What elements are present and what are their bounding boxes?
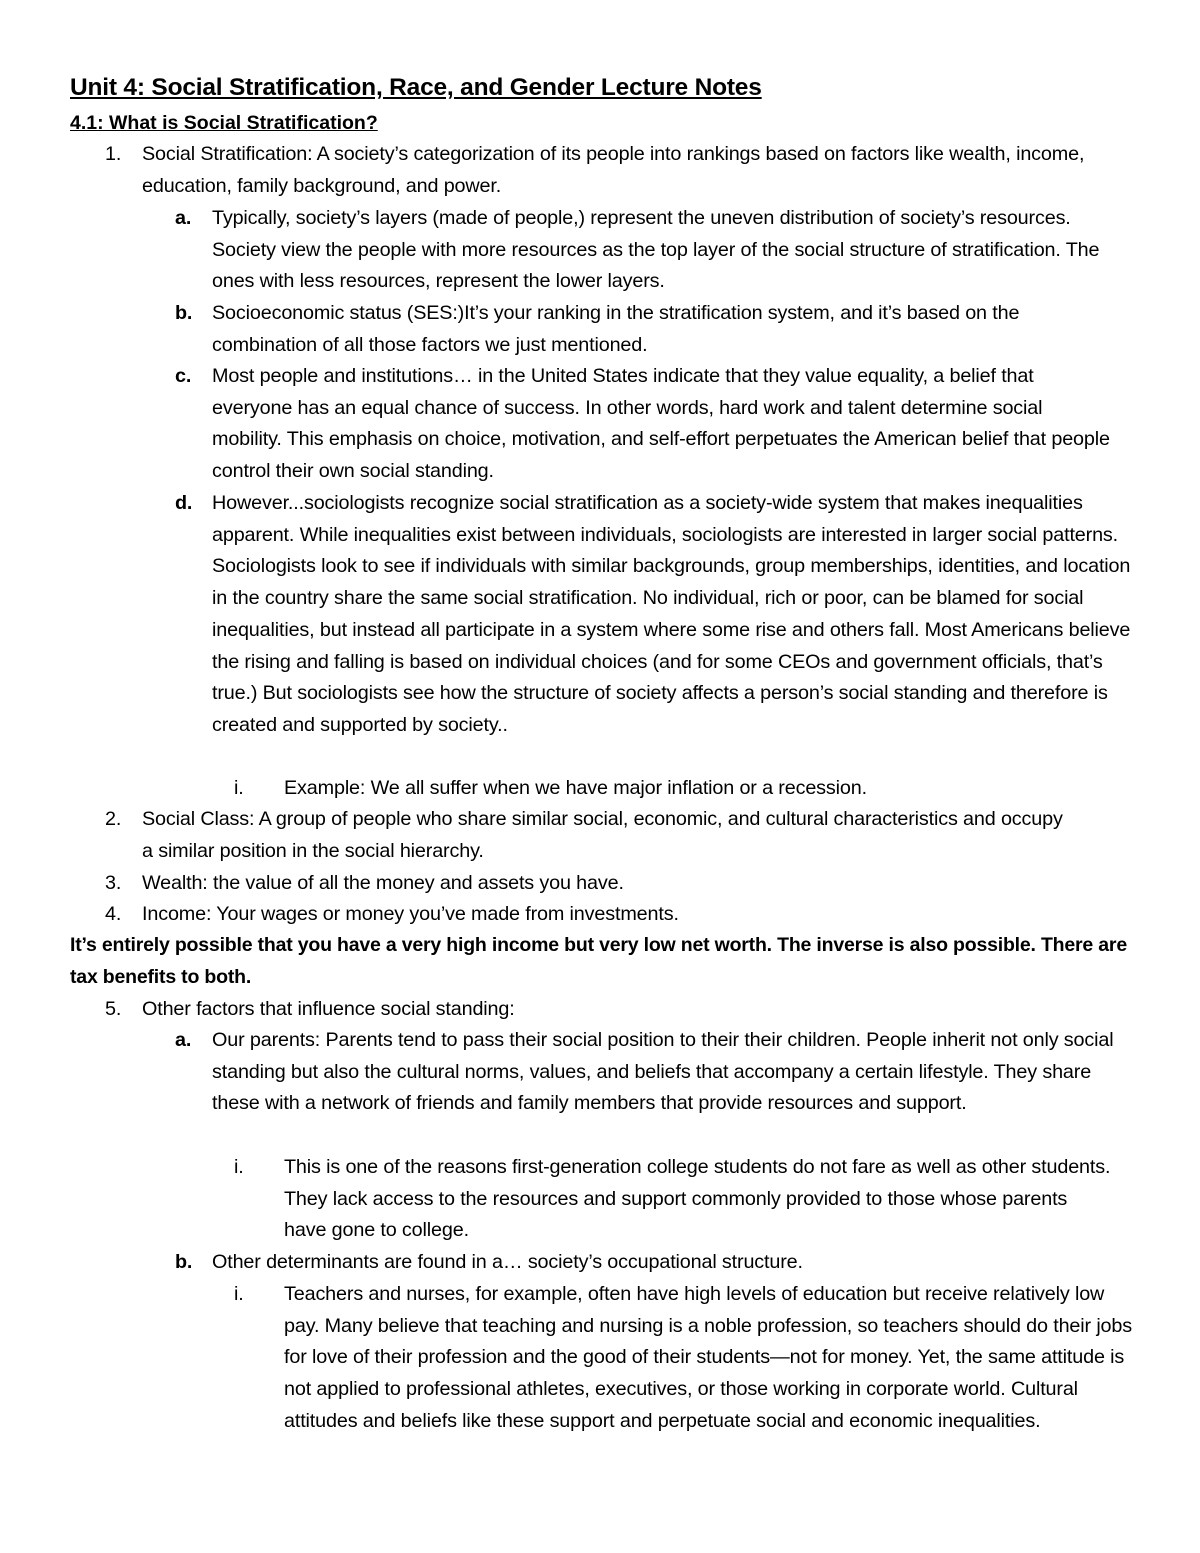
list-item-text: Other determinants are found in a… society’s occupational structure.: [212, 1251, 803, 1273]
document-title: Unit 4: Social Stratification, Race, and Gender Lecture Notes: [70, 74, 762, 101]
list-item: [105, 868, 1142, 900]
list-item-text: Most people and institutions… in the United States indicate that they value equality, a belief that everyone has an equal chance of success. In other words, hard work and talent determine social mobility. This emphasis on choice, motivation, and self-effort perpetuates the American belief that people control their own social standing.: [212, 365, 1110, 483]
list-item: [105, 994, 1142, 1026]
list-marker: 4.: [105, 903, 122, 925]
list-item-text: Other factors that influence social standing:: [142, 998, 515, 1020]
list-marker: 1.: [105, 143, 122, 165]
list-marker: 5.: [105, 998, 122, 1020]
list-item-text: Wealth: the value of all the money and assets you have.: [142, 872, 624, 894]
list-marker: a.: [175, 207, 192, 229]
list-marker: i.: [234, 1156, 244, 1178]
list-item-text: Social Stratification: A society’s categorization of its people into rankings based on factors like wealth, income, education, family background, and power.: [142, 143, 1085, 197]
list-marker: i.: [234, 777, 244, 799]
section-heading: 4.1: What is Social Stratification?: [70, 112, 378, 134]
list-item: [175, 488, 1132, 742]
list-item-text: However...sociologists recognize social stratification as a society-wide system that makes inequalities apparent. While inequalities exist between individuals, sociologists are interested in larger social patterns. Sociologists look to see if individuals with similar backgrounds, group memberships, identities, and location in the country share the same social stratification. No individual, rich or poor, can be blamed for social inequalities, but instead all participate in a system where some rise and others fall. Most Americans believe the rising and falling is based on individual choices (and for some CEOs and government officials, that’s true.) But sociologists see how the structure of society affects a person’s social standing and therefore is created and supported by society..: [212, 492, 1131, 736]
list-marker: 2.: [105, 808, 122, 830]
list-item: [234, 1279, 1134, 1438]
list-item: [175, 1247, 1134, 1279]
list-marker: a.: [175, 1029, 192, 1051]
list-item-text: Socioeconomic status (SES:)It’s your ranking in the stratification system, and it’s based on the combination of all those factors we just mentioned.: [212, 302, 1020, 356]
list-item: [234, 773, 1134, 805]
list-item: [234, 1152, 1114, 1247]
list-marker: b.: [175, 302, 193, 324]
list-item-text: This is one of the reasons first-generation college students do not fare as well as other students. They lack access to the resources and support commonly provided to those whose parents have gone to college.: [284, 1156, 1111, 1242]
list-item-text: Income: Your wages or money you’ve made from investments.: [142, 903, 679, 925]
list-item-text: Typically, society’s layers (made of people,) represent the uneven distribution of society’s resources. Society view the people with more resources as the top layer of the social structure of stratification. The ones with less resources, represent the lower layers.: [212, 207, 1100, 293]
list-item: [175, 298, 1117, 361]
list-item: [105, 139, 1142, 202]
list-marker: c.: [175, 365, 192, 387]
list-item-text: Our parents: Parents tend to pass their social position to their their children. People inherit not only social standing but also the cultural norms, values, and beliefs that accompany a certain lifestyle. They share these with a network of friends and family members that provide resources and support.: [212, 1029, 1114, 1115]
list-marker: d.: [175, 492, 193, 514]
list-item: [105, 899, 1142, 931]
list-item-text: Example: We all suffer when we have major inflation or a recession.: [284, 777, 867, 799]
list-item: [175, 203, 1117, 298]
list-item-text: Social Class: A group of people who share similar social, economic, and cultural characteristics and occupy a similar position in the social hierarchy.: [142, 808, 1063, 862]
list-marker: 3.: [105, 872, 122, 894]
list-item-text: Teachers and nurses, for example, often have high levels of education but receive relatively low pay. Many believe that teaching and nursing is a noble profession, so teachers should do their jobs for love of their profession and the good of their students—not for money. Yet, the same attitude is not applied to professional athletes, executives, or those working in corporate world. Cultural attitudes and beliefs like these support and perpetuate social and economic inequalities.: [284, 1283, 1133, 1432]
list-marker: b.: [175, 1251, 193, 1273]
list-marker: i.: [234, 1283, 244, 1305]
list-item: [105, 804, 1077, 867]
list-item: [175, 361, 1117, 488]
list-item: [175, 1025, 1134, 1120]
callout-note: It’s entirely possible that you have a very high income but very low net worth. The inverse is also possible. There are tax benefits to both.: [70, 934, 1127, 988]
